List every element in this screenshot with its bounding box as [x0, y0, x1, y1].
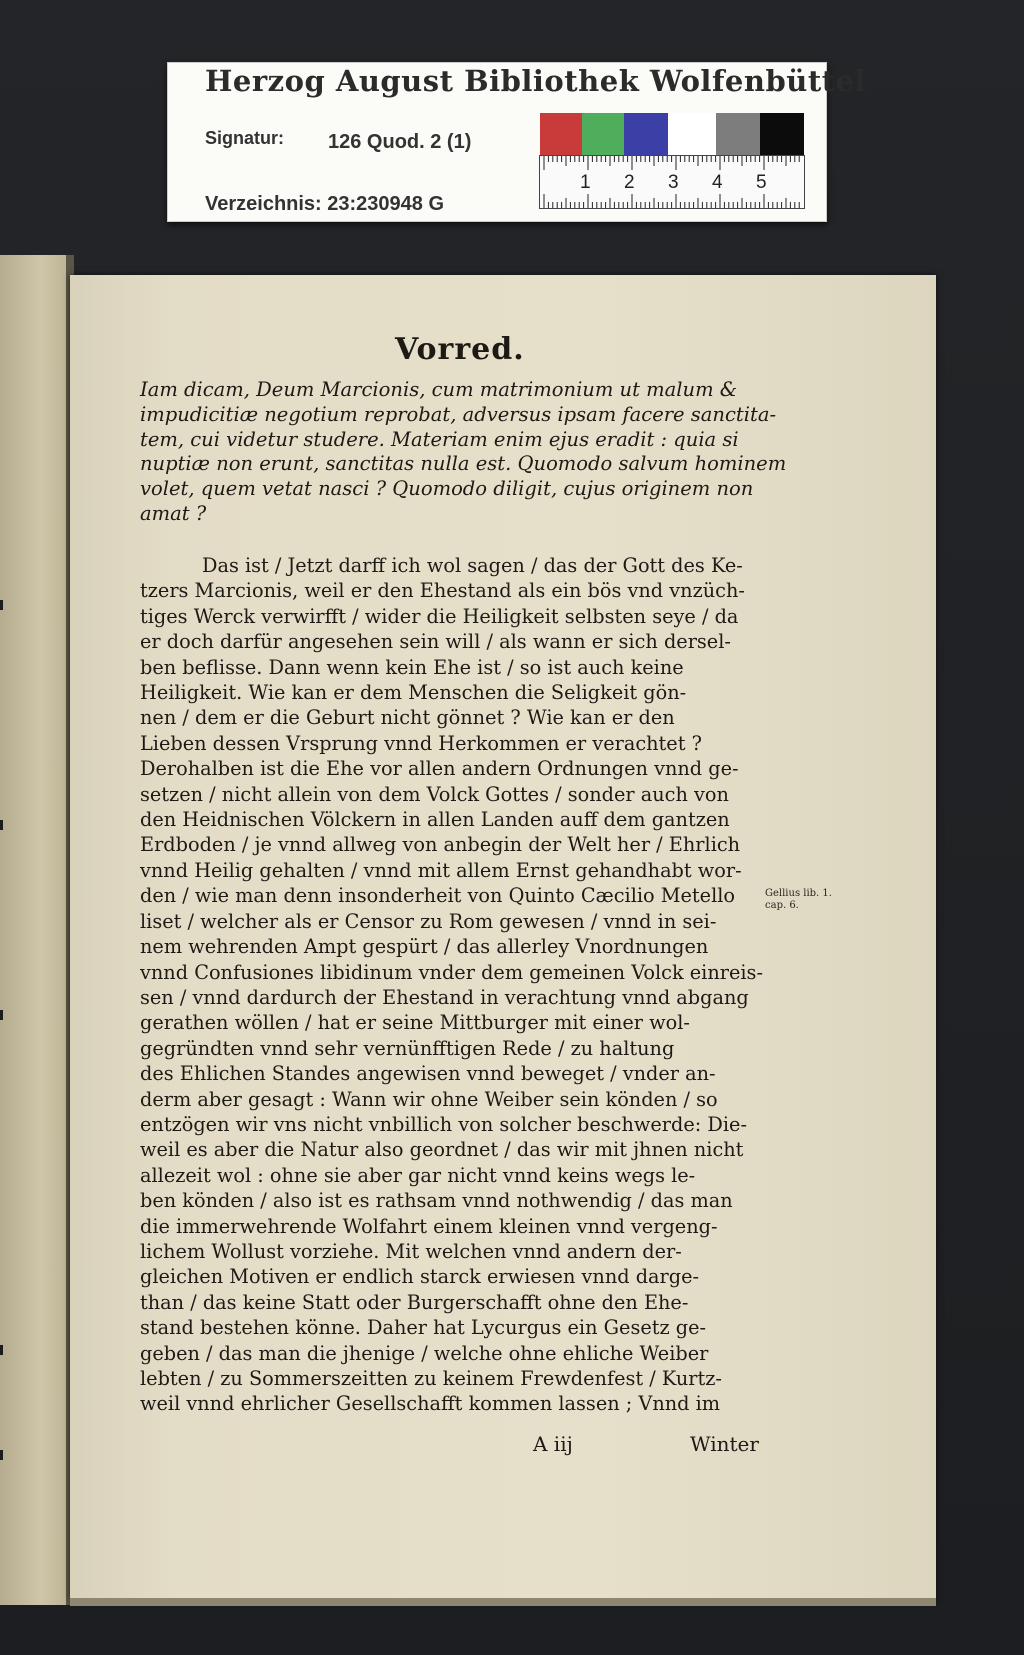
body-line: Das ist / Jetzt darff ich wol sagen / das der Gott des Ke- — [202, 554, 743, 577]
latin-line: impudicitiæ negotium reprobat, adversus ipsam facere sanctita- — [140, 402, 777, 426]
previous-leaf-edge — [0, 255, 70, 1605]
body-line: allezeit wol : ohne sie aber gar nicht vnnd keins wegs le- — [140, 1163, 696, 1187]
latin-quotation — [140, 378, 787, 527]
body-line: vnnd Heilig gehalten / vnnd mit allem Ernst gehandhabt wor- — [140, 858, 742, 882]
edge-mark — [0, 1010, 3, 1020]
latin-line: tem, cui videtur studere. Materiam enim ejus eradit : quia si — [140, 427, 739, 451]
body-line: vnnd Confusiones libidinum vnder dem gemeinen Volck einreis- — [140, 960, 763, 984]
body-line: sen / vnnd dardurch der Ehestand in verachtung vnnd abgang — [140, 985, 749, 1009]
body-line: tiges Werck verwirfft / wider die Heiligkeit selbsten seye / da — [140, 604, 739, 628]
body-line: nen / dem er die Geburt nicht gönnet ? Wie kan er den — [140, 706, 675, 730]
body-line: derm aber gesagt : Wann wir ohne Weiber sein könden / so — [140, 1087, 718, 1111]
body-line: Heiligkeit. Wie kan er dem Menschen die Seligkeit gön- — [140, 681, 687, 705]
body-line: lichem Wollust vorziehe. Mit welchen vnnd andern der- — [140, 1239, 682, 1263]
edge-mark — [0, 1450, 3, 1460]
body-line: weil es aber die Natur also geordnet / das wir mit jhnen nicht — [140, 1138, 744, 1162]
color-swatch-blue — [624, 113, 668, 155]
verzeichnis-label: Verzeichnis: 23:230948 G — [205, 193, 445, 215]
body-line: geben / das man die jhenige / welche ohne ehliche Weiber — [140, 1341, 709, 1365]
body-line: den / wie man denn insonderheit von Quinto Cæcilio Metello — [140, 884, 736, 908]
latin-line: Iam dicam, Deum Marcionis, cum matrimonium ut malum & — [140, 378, 738, 401]
body-line: gerathen wöllen / hat er seine Mittburger mit einer wol- — [140, 1011, 690, 1035]
marginal-note-line: cap. 6. — [765, 900, 799, 911]
marginal-note-line: Gellius lib. 1. — [765, 888, 832, 899]
body-line: gegründten vnnd sehr vernünfftigen Rede / zu haltung — [140, 1036, 675, 1060]
body-line: entzögen wir vns nicht vnbillich von solcher beschwerde: Die- — [140, 1112, 747, 1136]
german-body-text — [140, 553, 780, 1417]
edge-mark — [0, 1345, 3, 1355]
scale-ruler — [539, 155, 805, 209]
body-line: lebten / zu Sommerszeitten zu keinem Frewdenfest / Kurtz- — [140, 1367, 722, 1390]
library-name: Herzog August Bibliothek Wolfenbüttel — [205, 64, 867, 98]
body-line: ben beflisse. Dann wenn kein Ehe ist / so ist auch keine — [140, 655, 684, 679]
body-line: Erdboden / je vnnd allweg von anbegin der Welt her / Ehrlich — [140, 833, 741, 857]
edge-mark — [0, 600, 3, 610]
signatur-label: Signatur: — [205, 128, 284, 148]
body-line: die immerwehrende Wolfahrt einem kleinen vnnd vergeng- — [140, 1214, 718, 1238]
latin-line: amat ? — [140, 501, 207, 525]
body-line: liset / welcher als er Censor zu Rom gewesen / vnnd in sei- — [140, 909, 717, 933]
body-line: Lieben dessen Vrsprung vnnd Herkommen er verachtet ? — [140, 731, 702, 755]
color-swatch-black — [760, 113, 804, 155]
body-line: weil vnnd ehrlicher Gesellschafft kommen lassen ; Vnnd im — [140, 1392, 721, 1416]
color-swatch-green — [582, 113, 624, 155]
body-line: stand bestehen könne. Daher hat Lycurgus ein Gesetz ge- — [140, 1316, 707, 1340]
page-bottom-edge — [70, 1598, 936, 1606]
latin-line: nuptiæ non erunt, sanctitas nulla est. Quomodo salvum hominem — [140, 452, 787, 476]
marginal-note — [765, 888, 835, 912]
color-swatch-white — [668, 113, 716, 155]
body-line: nem wehrenden Ampt gespürt / das allerley Vnordnungen — [140, 935, 709, 959]
signature-mark: A iij — [533, 1432, 573, 1456]
color-swatch-red — [540, 113, 582, 155]
ruler-number-2: 2 — [624, 172, 635, 193]
page-heading: Vorred. — [395, 332, 525, 367]
ruler-number-4: 4 — [712, 172, 723, 193]
body-line: er doch darfür angesehen sein will / als wann er sich dersel- — [140, 630, 731, 654]
body-line: des Ehlichen Standes angewisen vnnd beweget / vnder an- — [140, 1062, 716, 1086]
body-line: gleichen Motiven er endlich starck erwiesen vnnd darge- — [140, 1265, 700, 1289]
ruler-number-3: 3 — [668, 172, 679, 193]
color-swatch-gray — [716, 113, 760, 155]
latin-line: volet, quem vetat nasci ? Quomodo diligit, cujus originem non — [140, 477, 754, 501]
body-line: ben könden / also ist es rathsam vnnd nothwendig / das man — [140, 1189, 733, 1213]
signatur-value: 126 Quod. 2 (1) — [328, 131, 472, 153]
ruler-number-5: 5 — [756, 172, 767, 193]
body-line: tzers Marcionis, weil er den Ehestand als ein bös vnd vnzüch- — [140, 579, 745, 603]
body-line: setzen / nicht allein von dem Volck Gottes / sonder auch von — [140, 782, 729, 806]
body-line: Derohalben ist die Ehe vor allen andern Ordnungen vnnd ge- — [140, 757, 739, 781]
catchword: Winter — [690, 1432, 759, 1456]
body-line: than / das keine Statt oder Burgerschafft ohne den Ehe- — [140, 1290, 689, 1314]
body-line: den Heidnischen Völckern in allen Landen auff dem gantzen — [140, 808, 730, 832]
edge-mark — [0, 820, 3, 830]
ruler-number-1: 1 — [580, 172, 591, 193]
